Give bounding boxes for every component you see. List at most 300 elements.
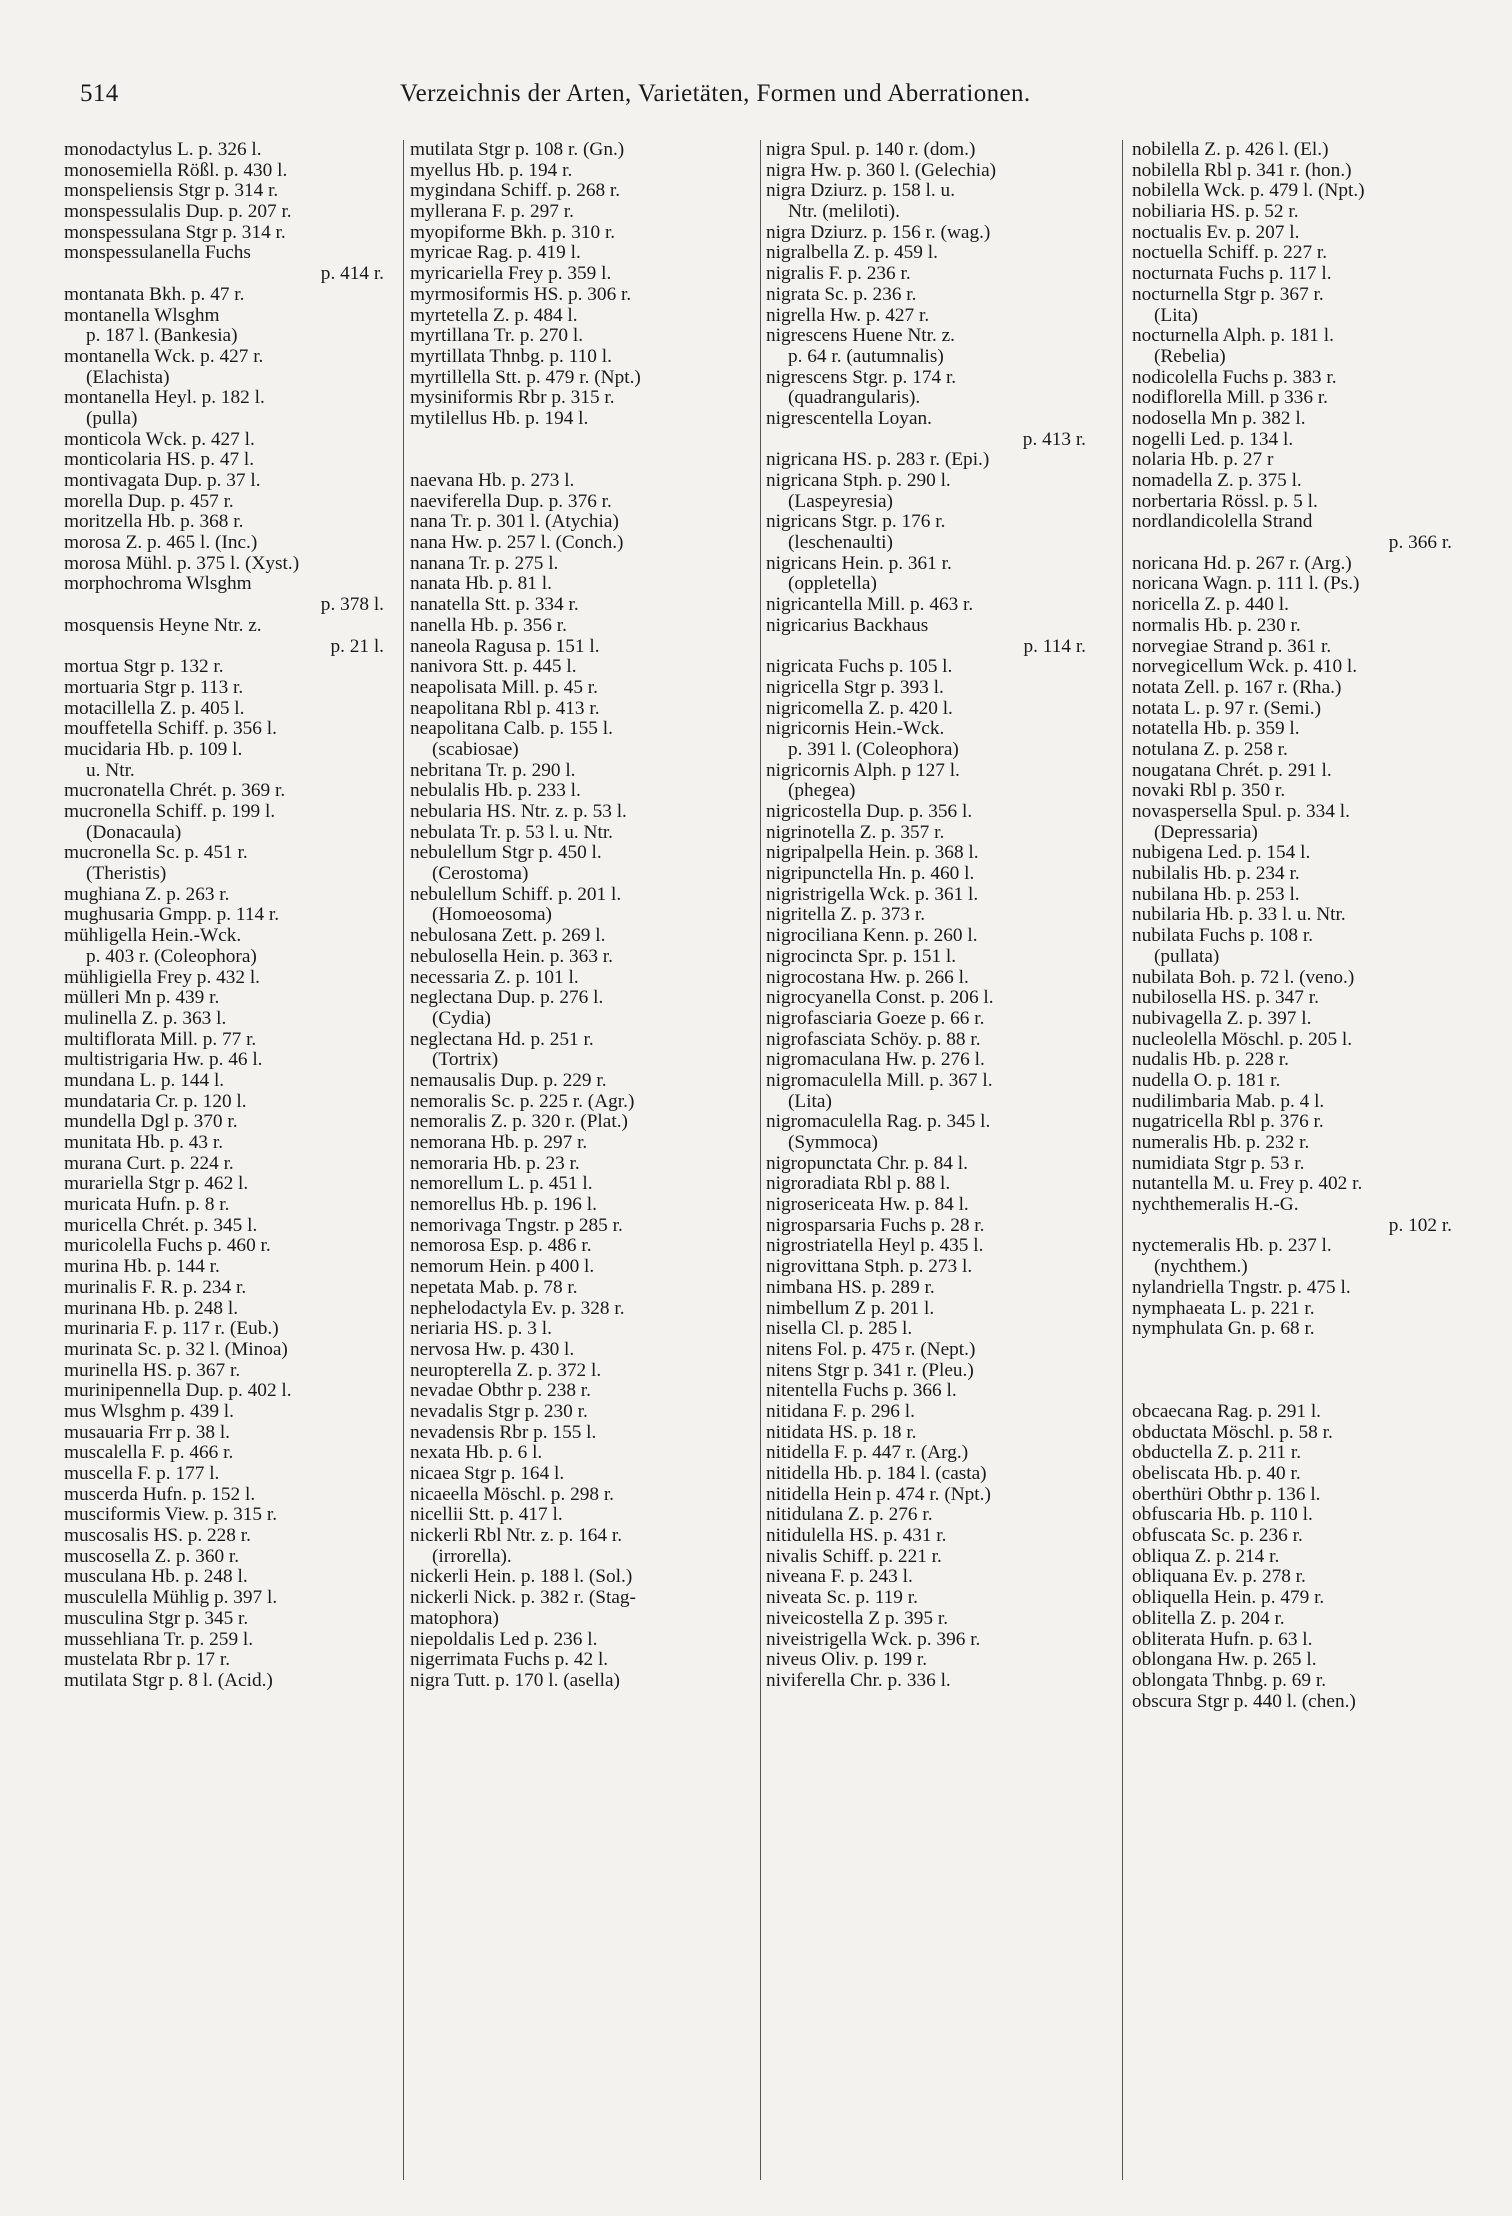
index-entry: nobilella Z. p. 426 l. (El.): [1132, 140, 1329, 160]
index-entry: (Lita): [1154, 305, 1198, 326]
index-entry: nobilella Rbl p. 341 r. (hon.): [1132, 160, 1352, 181]
index-entry: muricolella Fuchs p. 460 r.: [64, 1236, 271, 1257]
index-entry: nobilella Wck. p. 479 l. (Npt.): [1132, 181, 1365, 202]
index-entry: mus Wlsghm p. 439 l.: [64, 1401, 234, 1422]
index-entry: nudalis Hb. p. 228 r.: [1132, 1050, 1289, 1071]
index-entry: p. 187 l. (Bankesia): [86, 326, 238, 347]
index-entry: mundella Dgl p. 370 r.: [64, 1112, 238, 1133]
index-entry: mortuaria Stgr p. 113 r.: [64, 677, 244, 698]
index-entry: nicaea Stgr p. 164 l.: [410, 1464, 565, 1484]
index-entry: naneola Ragusa p. 151 l.: [410, 636, 600, 657]
index-entry: neapolisata Mill. p. 45 r.: [410, 677, 598, 698]
index-entry: neapolitana Rbl p. 413 r.: [410, 698, 600, 719]
index-entry: nebulellum Schiff. p. 201 l.: [410, 884, 622, 905]
index-entry: norbertaria Rössl. p. 5 l.: [1132, 491, 1318, 512]
index-entry: monticola Wck. p. 427 l.: [64, 429, 255, 450]
index-entry: motacillella Z. p. 405 l.: [64, 698, 245, 719]
index-entry: (nychthem.): [1154, 1257, 1248, 1278]
index-entry: p. 391 l. (Coleophora): [788, 739, 959, 760]
index-entry: obliquella Hein. p. 479 r.: [1132, 1588, 1325, 1609]
page-number: 514: [80, 80, 119, 107]
index-column-1: [64, 140, 404, 1692]
index-entry: neriaria HS. p. 3 l.: [410, 1319, 552, 1340]
index-entry: nitidata HS. p. 18 r.: [766, 1422, 917, 1443]
index-entry: nougatana Chrét. p. 291 l.: [1132, 760, 1332, 781]
index-entry: mulinella Z. p. 363 l.: [64, 1008, 227, 1029]
index-entry: muricella Chrét. p. 345 l.: [64, 1215, 258, 1236]
index-entry: mortua Stgr p. 132 r.: [64, 657, 224, 678]
index-entry: montanella Wck. p. 427 r.: [64, 346, 264, 367]
index-entry: nemoralis Sc. p. 225 r. (Agr.): [410, 1091, 635, 1112]
index-entry: nigromaculana Hw. p. 276 l.: [766, 1050, 985, 1071]
index-entry: myopiforme Bkh. p. 310 r.: [410, 222, 616, 243]
index-entry: nigricans Stgr. p. 176 r.: [766, 512, 946, 533]
index-entry: morella Dup. p. 457 r.: [64, 491, 234, 512]
index-entry: p. 403 r. (Coleophora): [86, 946, 257, 967]
index-entry: nubilata Boh. p. 72 l. (veno.): [1132, 967, 1355, 988]
index-entry: Ntr. (meliloti).: [788, 202, 900, 223]
index-entry: nimbellum Z p. 201 l.: [766, 1298, 935, 1319]
index-entry: muscosalis HS. p. 228 r.: [64, 1526, 251, 1547]
index-entry: nodosella Mn p. 382 l.: [1132, 408, 1306, 429]
index-entry: muscerda Hufn. p. 152 l.: [64, 1484, 256, 1505]
index-entry: nigripalpella Hein. p. 368 l.: [766, 843, 979, 864]
index-entry: mughusaria Gmpp. p. 114 r.: [64, 905, 280, 926]
index-entry: montivagata Dup. p. 37 l.: [64, 471, 261, 491]
index-entry: novaspersella Spul. p. 334 l.: [1132, 802, 1350, 822]
index-entry: p. 414 r.: [320, 264, 384, 285]
index-entry: (irrorella).: [432, 1546, 512, 1567]
index-entry: nervosa Hw. p. 430 l.: [410, 1339, 575, 1360]
index-entry: nanatella Stt. p. 334 r.: [410, 595, 579, 616]
index-entry: musculana Hb. p. 248 l.: [64, 1567, 248, 1588]
index-entry: moritzella Hb. p. 368 r.: [64, 512, 244, 533]
index-entry: naevana Hb. p. 273 l.: [410, 471, 575, 491]
index-entry: norvegiae Strand p. 361 r.: [1132, 636, 1332, 657]
index-entry: neuropterella Z. p. 372 l.: [410, 1360, 602, 1381]
index-entry: nigricornis Alph. p 127 l.: [766, 760, 960, 781]
index-entry: numeralis Hb. p. 232 r.: [1132, 1133, 1310, 1153]
index-entry: noricella Z. p. 440 l.: [1132, 595, 1289, 616]
index-entry: normalis Hb. p. 230 r.: [1132, 615, 1301, 636]
index-entry: munitata Hb. p. 43 r.: [64, 1133, 224, 1153]
index-entry: nitidella Hein p. 474 r. (Npt.): [766, 1484, 991, 1505]
index-entry: (Cerostoma): [432, 864, 529, 885]
index-entry: nudilimbaria Mab. p. 4 l.: [1132, 1091, 1325, 1112]
index-entry: (Laspeyresia): [788, 491, 893, 512]
index-entry: nitidulella HS. p. 431 r.: [766, 1526, 947, 1547]
index-entry: nitidana F. p. 296 l.: [766, 1401, 915, 1422]
index-entry: p. 413 r.: [1022, 429, 1086, 450]
index-entry: (phegea): [788, 781, 856, 802]
index-entry: p. 21 l.: [330, 636, 384, 657]
index-entry: nigritella Z. p. 373 r.: [766, 905, 926, 926]
index-entry: niveistrigella Wck. p. 396 r.: [766, 1629, 981, 1650]
index-entry: nigra Tutt. p. 170 l. (asella): [410, 1670, 620, 1691]
index-entry: nobiliaria HS. p. 52 r.: [1132, 202, 1299, 223]
index-entry: nigropunctata Chr. p. 84 l.: [766, 1153, 968, 1174]
index-entry: murinaria F. p. 117 r. (Eub.): [64, 1319, 279, 1340]
index-entry: matophora): [410, 1608, 499, 1629]
index-entry: niveana F. p. 243 l.: [766, 1567, 913, 1588]
index-entry: nevadalis Stgr p. 230 r.: [410, 1401, 588, 1422]
section-gap: [1132, 1361, 1472, 1382]
index-entry: nymphulata Gn. p. 68 r.: [1132, 1319, 1315, 1340]
index-entry: mülleri Mn p. 439 r.: [64, 988, 220, 1009]
index-entry: nigrinotella Z. p. 357 r.: [766, 822, 945, 843]
index-entry: nyctemeralis Hb. p. 237 l.: [1132, 1236, 1332, 1257]
index-entry: mouffetella Schiff. p. 356 l.: [64, 719, 277, 740]
index-entry: mygindana Schiff. p. 268 r.: [410, 181, 621, 202]
index-entry: nemorana Hb. p. 297 r.: [410, 1133, 588, 1153]
index-entry: nanella Hb. p. 356 r.: [410, 615, 567, 636]
index-entry: oblongana Hw. p. 265 l.: [1132, 1650, 1317, 1671]
index-entry: monticolaria HS. p. 47 l.: [64, 450, 255, 471]
index-entry: myrtillata Thnbg. p. 110 l.: [410, 346, 612, 367]
index-entry: nigrella Hw. p. 427 r.: [766, 305, 930, 326]
index-entry: nanata Hb. p. 81 l.: [410, 574, 552, 595]
index-entry: mundataria Cr. p. 120 l.: [64, 1091, 247, 1112]
index-entry: murinalis F. R. p. 234 r.: [64, 1277, 247, 1298]
index-entry: nigricans Hein. p. 361 r.: [766, 553, 952, 574]
index-entry: musculina Stgr p. 345 r.: [64, 1608, 249, 1629]
index-entry: myricariella Frey p. 359 l.: [410, 264, 612, 285]
index-entry: nana Tr. p. 301 l. (Atychia): [410, 512, 619, 533]
index-entry: muscalella F. p. 466 r.: [64, 1443, 234, 1464]
index-entry: nubilosella HS. p. 347 r.: [1132, 988, 1319, 1009]
index-entry: (scabiosae): [432, 739, 519, 760]
index-entry: nevadensis Rbr p. 155 l.: [410, 1422, 597, 1443]
index-entry: montanella Wlsghm: [64, 305, 220, 326]
index-entry: myllerana F. p. 297 r.: [410, 202, 574, 223]
index-entry: (Donacaula): [86, 822, 182, 843]
index-entry: nigricomella Z. p. 420 l.: [766, 698, 953, 719]
index-entry: mytilellus Hb. p. 194 l.: [410, 408, 589, 429]
index-entry: morosa Mühl. p. 375 l. (Xyst.): [64, 553, 300, 574]
index-entry: multiflorata Mill. p. 77 r.: [64, 1029, 257, 1050]
index-entry: notata L. p. 97 r. (Semi.): [1132, 698, 1322, 719]
index-entry: nickerli Nick. p. 382 r. (Stag-: [410, 1588, 636, 1609]
index-entry: myrtillella Stt. p. 479 r. (Npt.): [410, 367, 641, 388]
index-entry: neapolitana Calb. p. 155 l.: [410, 719, 613, 740]
index-entry: nigricarius Backhaus: [766, 615, 929, 636]
index-entry: obliqua Z. p. 214 r.: [1132, 1546, 1280, 1567]
index-entry: myrmosiformis HS. p. 306 r.: [410, 284, 632, 305]
index-entry: (Elachista): [86, 367, 170, 388]
index-entry: nigromaculella Rag. p. 345 l.: [766, 1112, 991, 1133]
index-entry: nebularia HS. Ntr. z. p. 53 l.: [410, 802, 627, 822]
index-entry: noricana Wagn. p. 111 l. (Ps.): [1132, 574, 1360, 595]
index-entry: obcaecana Rag. p. 291 l.: [1132, 1401, 1321, 1422]
index-entry: nomadella Z. p. 375 l.: [1132, 471, 1302, 491]
index-entry: monspessulalis Dup. p. 207 r.: [64, 202, 292, 223]
index-entry: nymphaeata L. p. 221 r.: [1132, 1298, 1315, 1319]
index-entry: (quadrangularis).: [788, 388, 921, 409]
index-entry: nitidella F. p. 447 r. (Arg.): [766, 1443, 969, 1464]
index-entry: nemorivaga Tngstr. p 285 r.: [410, 1215, 623, 1236]
index-entry: (Homoeosoma): [432, 905, 552, 926]
index-entry: (Theristis): [86, 864, 167, 885]
index-entry: nitens Stgr p. 341 r. (Pleu.): [766, 1360, 974, 1381]
index-entry: nigrocincta Spr. p. 151 l.: [766, 946, 957, 967]
index-entry: nebulellum Stgr p. 450 l.: [410, 843, 602, 864]
index-entry: nana Hw. p. 257 l. (Conch.): [410, 533, 624, 554]
index-entry: mutilata Stgr p. 8 l. (Acid.): [64, 1670, 273, 1691]
index-entry: nitidella Hb. p. 184 l. (casta): [766, 1464, 987, 1484]
index-entry: (Symmoca): [788, 1133, 878, 1153]
index-entry: nigrocostana Hw. p. 266 l.: [766, 967, 969, 988]
index-entry: nickerli Rbl Ntr. z. p. 164 r.: [410, 1526, 623, 1547]
index-entry: mustelata Rbr p. 17 r.: [64, 1650, 231, 1671]
index-entry: muricata Hufn. p. 8 r.: [64, 1195, 230, 1216]
index-entry: nigrosericeata Hw. p. 84 l.: [766, 1195, 969, 1216]
index-column-3: [766, 140, 1106, 1692]
index-entry: obfuscaria Hb. p. 110 l.: [1132, 1505, 1313, 1526]
index-entry: nolaria Hb. p. 27 r: [1132, 450, 1274, 471]
index-entry: p. 378 l.: [320, 595, 384, 616]
index-entry: nubivagella Z. p. 397 l.: [1132, 1008, 1312, 1029]
index-entry: nitens Fol. p. 475 r. (Nept.): [766, 1339, 976, 1360]
index-entry: obliquana Ev. p. 278 r.: [1132, 1567, 1306, 1588]
index-entry: nexata Hb. p. 6 l.: [410, 1443, 543, 1464]
index-entry: nigrescens Stgr. p. 174 r.: [766, 367, 957, 388]
index-entry: nigralbella Z. p. 459 l.: [766, 243, 938, 264]
index-entry: (pullata): [1154, 946, 1220, 967]
index-entry: nigripunctella Hn. p. 460 l.: [766, 864, 975, 885]
index-entry: novaki Rbl p. 350 r.: [1132, 781, 1286, 802]
index-entry: niveata Sc. p. 119 r.: [766, 1588, 918, 1609]
index-entry: nigrescens Huene Ntr. z.: [766, 326, 955, 347]
index-entry: nigricostella Dup. p. 356 l.: [766, 802, 973, 822]
index-entry: nigrofasciata Schöy. p. 88 r.: [766, 1029, 981, 1050]
index-entry: myrtillana Tr. p. 270 l.: [410, 326, 584, 347]
index-entry: mussehliana Tr. p. 259 l.: [64, 1629, 254, 1650]
index-entry: murana Curt. p. 224 r.: [64, 1153, 234, 1174]
index-entry: nodiflorella Mill. p 336 r.: [1132, 388, 1329, 409]
index-entry: (pulla): [86, 408, 138, 429]
index-entry: mucronella Schiff. p. 199 l.: [64, 802, 276, 822]
index-entry: nigrosparsaria Fuchs p. 28 r.: [766, 1215, 985, 1236]
index-entry: nemorellus Hb. p. 196 l.: [410, 1195, 597, 1216]
index-entry: nocturnata Fuchs p. 117 l.: [1132, 264, 1332, 285]
index-entry: nivalis Schiff. p. 221 r.: [766, 1546, 942, 1567]
index-entry: nebritana Tr. p. 290 l.: [410, 760, 576, 781]
index-entry: notatella Hb. p. 359 l.: [1132, 719, 1300, 740]
index-entry: naeviferella Dup. p. 376 r.: [410, 491, 612, 512]
index-entry: mucidaria Hb. p. 109 l.: [64, 739, 243, 760]
index-entry: niepoldalis Led p. 236 l.: [410, 1629, 598, 1650]
index-entry: nigra Spul. p. 140 r. (dom.): [766, 140, 976, 160]
index-entry: nubilata Fuchs p. 108 r.: [1132, 926, 1314, 947]
index-entry: nugatricella Rbl p. 376 r.: [1132, 1112, 1324, 1133]
index-entry: nigristrigella Wck. p. 361 l.: [766, 884, 979, 905]
index-entry: monosemiella Rößl. p. 430 l.: [64, 160, 288, 181]
index-entry: nychthemeralis H.-G.: [1132, 1195, 1299, 1216]
index-entry: nigrociliana Kenn. p. 260 l.: [766, 926, 978, 947]
index-entry: mughiana Z. p. 263 r.: [64, 884, 230, 905]
index-entry: nemausalis Dup. p. 229 r.: [410, 1070, 607, 1091]
index-entry: nigrovittana Stph. p. 273 l.: [766, 1257, 973, 1278]
index-entry: p. 102 r.: [1388, 1215, 1452, 1236]
index-entry: notulana Z. p. 258 r.: [1132, 739, 1288, 760]
page-header: [80, 80, 1460, 120]
index-entry: nigricornis Hein.-Wck.: [766, 719, 945, 740]
index-entry: neglectana Hd. p. 251 r.: [410, 1029, 594, 1050]
index-entry: (Rebelia): [1154, 346, 1226, 367]
index-entry: p. 366 r.: [1388, 533, 1452, 554]
index-entry: myrtetella Z. p. 484 l.: [410, 305, 578, 326]
index-entry: nevadae Obthr p. 238 r.: [410, 1381, 591, 1402]
index-entry: nigrata Sc. p. 236 r.: [766, 284, 917, 305]
index-entry: oberthüri Obthr p. 136 l.: [1132, 1484, 1321, 1505]
index-entry: nemorellum L. p. 451 l.: [410, 1174, 593, 1195]
index-entry: nigricantella Mill. p. 463 r.: [766, 595, 974, 616]
index-entry: notata Zell. p. 167 r. (Rha.): [1132, 677, 1342, 698]
index-entry: (Lita): [788, 1091, 832, 1112]
page-title: Verzeichnis der Arten, Varietäten, Formen und Aberrationen.: [400, 80, 1031, 107]
index-entry: nubigena Led. p. 154 l.: [1132, 843, 1311, 864]
index-entry: nudella O. p. 181 r.: [1132, 1070, 1281, 1091]
index-entry: musauaria Frr p. 38 l.: [64, 1422, 230, 1443]
index-entry: obeliscata Hb. p. 40 r.: [1132, 1464, 1301, 1484]
index-entry: mühligella Hein.-Wck.: [64, 926, 242, 947]
index-entry: monspessulanella Fuchs: [64, 243, 251, 264]
index-entry: noctualis Ev. p. 207 l.: [1132, 222, 1300, 243]
index-entry: p. 64 r. (autumnalis): [788, 346, 944, 367]
index-entry: (Depressaria): [1154, 822, 1258, 843]
index-entry: (Cydia): [432, 1008, 491, 1029]
index-entry: nephelodactyla Ev. p. 328 r.: [410, 1298, 625, 1319]
index-entry: murinata Sc. p. 32 l. (Minoa): [64, 1339, 288, 1360]
index-entry: niveicostella Z p. 395 r.: [766, 1608, 949, 1629]
index-entry: nigroradiata Rbl p. 88 l.: [766, 1174, 951, 1195]
index-entry: murinana Hb. p. 248 l.: [64, 1298, 239, 1319]
index-entry: nemoralis Z. p. 320 r. (Plat.): [410, 1112, 628, 1133]
index-entry: nubilalis Hb. p. 234 r.: [1132, 864, 1300, 885]
index-entry: mucronatella Chrét. p. 369 r.: [64, 781, 286, 802]
index-entry: nisella Cl. p. 285 l.: [766, 1319, 913, 1340]
index-entry: nigra Dziurz. p. 158 l. u.: [766, 181, 956, 202]
index-entry: morosa Z. p. 465 l. (Inc.): [64, 533, 258, 554]
index-entry: nigromaculella Mill. p. 367 l.: [766, 1070, 993, 1091]
index-entry: nigra Hw. p. 360 l. (Gelechia): [766, 160, 997, 181]
index-entry: monodactylus L. p. 326 l.: [64, 140, 262, 160]
index-entry: murina Hb. p. 144 r.: [64, 1257, 220, 1278]
index-entry: u. Ntr.: [86, 760, 135, 781]
index-entry: nucleolella Möschl. p. 205 l.: [1132, 1029, 1353, 1050]
index-entry: (leschenaulti): [788, 533, 893, 554]
section-gap: [1132, 1340, 1472, 1361]
index-entry: muscosella Z. p. 360 r.: [64, 1546, 240, 1567]
index-entry: nigrofasciaria Goeze p. 66 r.: [766, 1008, 985, 1029]
section-gap: [1132, 1381, 1472, 1402]
index-entry: nanivora Stt. p. 445 l.: [410, 657, 577, 678]
index-entry: nigricata Fuchs p. 105 l.: [766, 657, 953, 678]
index-entry: oblongata Thnbg. p. 69 r.: [1132, 1670, 1327, 1691]
index-entry: mysiniformis Rbr p. 315 r.: [410, 388, 615, 409]
index-entry: nemorosa Esp. p. 486 r.: [410, 1236, 592, 1257]
index-entry: nigricana Stph. p. 290 l.: [766, 471, 951, 491]
index-entry: multistrigaria Hw. p. 46 l.: [64, 1050, 263, 1071]
index-entry: murinella HS. p. 367 r.: [64, 1360, 241, 1381]
index-entry: noctuella Schiff. p. 227 r.: [1132, 243, 1328, 264]
index-entry: nebulalis Hb. p. 233 l.: [410, 781, 581, 802]
index-column-4: [1132, 140, 1472, 1712]
index-entry: nylandriella Tngstr. p. 475 l.: [1132, 1277, 1351, 1298]
index-entry: nogelli Led. p. 134 l.: [1132, 429, 1294, 450]
index-entry: nigricella Stgr p. 393 l.: [766, 677, 944, 698]
index-entry: mutilata Stgr p. 108 r. (Gn.): [410, 140, 625, 160]
index-entry: p. 114 r.: [1023, 636, 1086, 657]
index-entry: obductella Z. p. 211 r.: [1132, 1443, 1302, 1464]
index-entry: mucronella Sc. p. 451 r.: [64, 843, 248, 864]
index-entry: nicaeella Möschl. p. 298 r.: [410, 1484, 615, 1505]
column-divider: [1122, 140, 1123, 2180]
index-entry: obfuscata Sc. p. 236 r.: [1132, 1526, 1303, 1547]
index-entry: norvegicellum Wck. p. 410 l.: [1132, 657, 1358, 678]
index-column-2: [410, 140, 750, 1692]
index-entry: numidiata Stgr p. 53 r.: [1132, 1153, 1305, 1174]
index-entry: nordlandicolella Strand: [1132, 512, 1313, 533]
column-divider: [760, 140, 761, 2180]
index-entry: nubilaria Hb. p. 33 l. u. Ntr.: [1132, 905, 1346, 926]
index-entry: nigrostriatella Heyl p. 435 l.: [766, 1236, 984, 1257]
section-gap: [410, 450, 750, 471]
index-entry: nickerli Hein. p. 188 l. (Sol.): [410, 1567, 633, 1588]
index-entry: oblitella Z. p. 204 r.: [1132, 1608, 1285, 1629]
index-entry: nigrocyanella Const. p. 206 l.: [766, 988, 994, 1009]
index-entry: muscella F. p. 177 l.: [64, 1464, 220, 1484]
index-entry: nodicolella Fuchs p. 383 r.: [1132, 367, 1337, 388]
index-entry: obscura Stgr p. 440 l. (chen.): [1132, 1691, 1356, 1712]
section-gap: [410, 430, 750, 451]
index-entry: noricana Hd. p. 267 r. (Arg.): [1132, 553, 1352, 574]
index-entry: (Tortrix): [432, 1050, 499, 1071]
index-entry: mosquensis Heyne Ntr. z.: [64, 615, 262, 636]
index-entry: (oppletella): [788, 574, 877, 595]
index-entry: nepetata Mab. p. 78 r.: [410, 1277, 578, 1298]
index-entry: monspessulana Stgr p. 314 r.: [64, 222, 286, 243]
index-entry: neglectana Dup. p. 276 l.: [410, 988, 604, 1009]
index-entry: nimbana HS. p. 289 r.: [766, 1277, 935, 1298]
index-entry: nocturnella Stgr p. 367 r.: [1132, 284, 1324, 305]
index-entry: morphochroma Wlsghm: [64, 574, 252, 595]
index-entry: obductata Möschl. p. 58 r.: [1132, 1422, 1333, 1443]
index-entry: nitidulana Z. p. 276 r.: [766, 1505, 933, 1526]
index-entry: nebulosella Hein. p. 363 r.: [410, 946, 613, 967]
index-entry: nigricana HS. p. 283 r. (Epi.): [766, 450, 990, 471]
index-entry: nicellii Stt. p. 417 l.: [410, 1505, 563, 1526]
index-entry: niviferella Chr. p. 336 l.: [766, 1670, 951, 1691]
index-entry: mühligiella Frey p. 432 l.: [64, 967, 261, 988]
index-entry: obliterata Hufn. p. 63 l.: [1132, 1629, 1313, 1650]
index-entry: montanella Heyl. p. 182 l.: [64, 388, 265, 409]
index-entry: niveus Oliv. p. 199 r.: [766, 1650, 928, 1671]
index-entry: nigrescentella Loyan.: [766, 408, 932, 429]
index-entry: montanata Bkh. p. 47 r.: [64, 284, 245, 305]
index-entry: nutantella M. u. Frey p. 402 r.: [1132, 1174, 1363, 1195]
index-entry: nocturnella Alph. p. 181 l.: [1132, 326, 1334, 347]
index-entry: murariella Stgr p. 462 l.: [64, 1174, 249, 1195]
index-entry: necessaria Z. p. 101 l.: [410, 967, 579, 988]
index-entry: nebulata Tr. p. 53 l. u. Ntr.: [410, 822, 613, 843]
index-entry: murinipennella Dup. p. 402 l.: [64, 1381, 292, 1402]
index-entry: mundana L. p. 144 l.: [64, 1070, 225, 1091]
index-entry: nitentella Fuchs p. 366 l.: [766, 1381, 957, 1402]
index-entry: musculella Mühlig p. 397 l.: [64, 1588, 278, 1609]
index-entry: nigerrimata Fuchs p. 42 l.: [410, 1650, 609, 1671]
index-entry: nigra Dziurz. p. 156 r. (wag.): [766, 222, 991, 243]
